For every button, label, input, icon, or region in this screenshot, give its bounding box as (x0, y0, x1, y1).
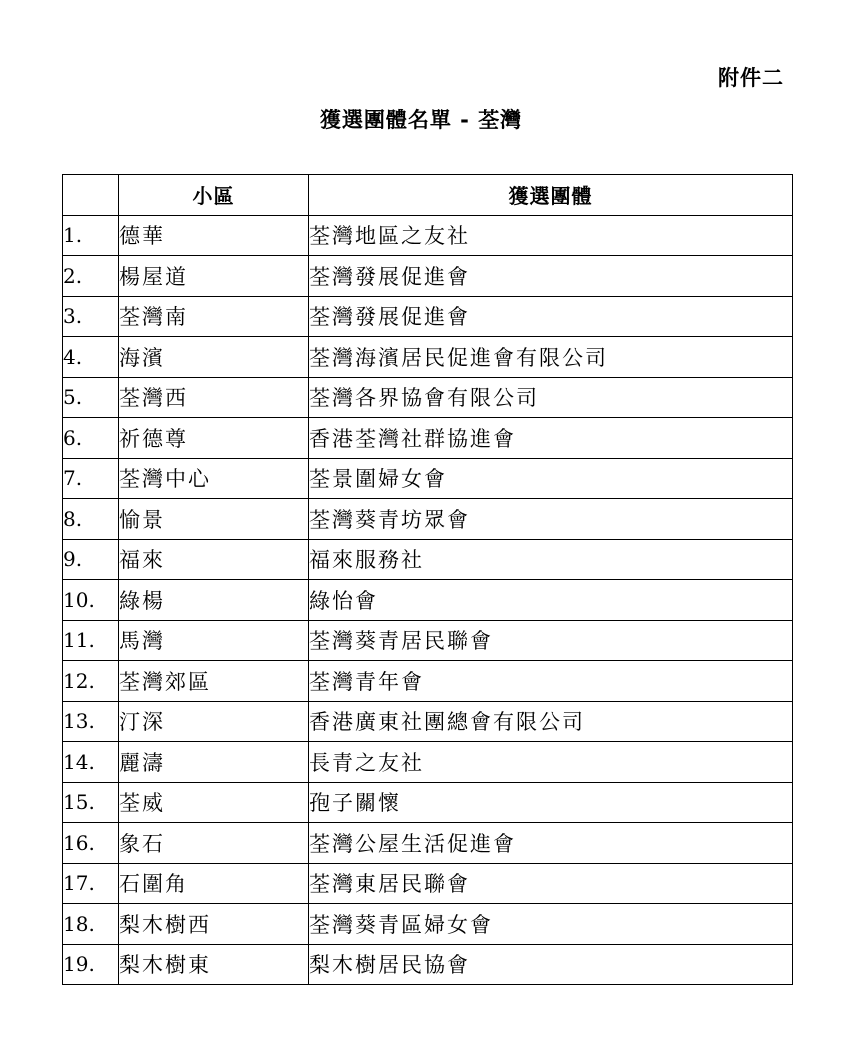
organization-cell: 荃灣青年會 (309, 661, 793, 702)
table-row (63, 215, 793, 256)
organization-cell: 荃灣地區之友社 (309, 215, 793, 256)
district-cell: 梨木樹西 (119, 904, 309, 945)
organization-cell: 荃灣葵青區婦女會 (309, 904, 793, 945)
page-title: 獲選團體名單 - 荃灣 (319, 108, 523, 132)
row-number: 5. (63, 377, 119, 418)
district-cell: 象石 (119, 823, 309, 864)
organization-cell: 荃灣葵青坊眾會 (309, 499, 793, 540)
table-row (63, 418, 793, 459)
district-cell: 荃灣郊區 (119, 661, 309, 702)
table-row (63, 701, 793, 742)
row-number: 9. (63, 539, 119, 580)
table-row (63, 580, 793, 621)
district-cell: 海濱 (119, 337, 309, 378)
row-number: 18. (63, 904, 119, 945)
row-number: 16. (63, 823, 119, 864)
district-cell: 愉景 (119, 499, 309, 540)
row-number: 8. (63, 499, 119, 540)
table-row (63, 620, 793, 661)
organization-cell: 孢子關懷 (309, 782, 793, 823)
table-row (63, 377, 793, 418)
row-number: 13. (63, 701, 119, 742)
row-number: 10. (63, 580, 119, 621)
organization-cell: 香港荃灣社群協進會 (309, 418, 793, 459)
table-row (63, 944, 793, 985)
district-cell: 荃灣南 (119, 296, 309, 337)
table-row (63, 296, 793, 337)
district-cell: 祈德尊 (119, 418, 309, 459)
district-cell: 梨木樹東 (119, 944, 309, 985)
district-cell: 荃灣西 (119, 377, 309, 418)
district-cell: 石圍角 (119, 863, 309, 904)
organization-cell: 荃灣東居民聯會 (309, 863, 793, 904)
table-row (63, 458, 793, 499)
table-row (63, 337, 793, 378)
row-number: 12. (63, 661, 119, 702)
header-district: 小區 (119, 175, 309, 216)
table-row (63, 782, 793, 823)
row-number: 19. (63, 944, 119, 985)
row-number: 14. (63, 742, 119, 783)
table-body (63, 215, 793, 985)
district-cell: 麗濤 (119, 742, 309, 783)
row-number: 3. (63, 296, 119, 337)
selected-organizations-table (62, 174, 793, 985)
organization-cell: 荃灣葵青居民聯會 (309, 620, 793, 661)
table-row (63, 904, 793, 945)
table-row (63, 863, 793, 904)
organization-cell: 荃灣公屋生活促進會 (309, 823, 793, 864)
organization-cell: 荃灣海濱居民促進會有限公司 (309, 337, 793, 378)
row-number: 6. (63, 418, 119, 459)
row-number: 15. (63, 782, 119, 823)
organization-cell: 荃灣各界協會有限公司 (309, 377, 793, 418)
row-number: 17. (63, 863, 119, 904)
row-number: 7. (63, 458, 119, 499)
table-row (63, 742, 793, 783)
row-number: 11. (63, 620, 119, 661)
row-number: 1. (63, 215, 119, 256)
organization-cell: 荃景圍婦女會 (309, 458, 793, 499)
organization-cell: 荃灣發展促進會 (309, 296, 793, 337)
header-number (63, 175, 119, 216)
table-row (63, 661, 793, 702)
organization-cell: 福來服務社 (309, 539, 793, 580)
district-cell: 荃威 (119, 782, 309, 823)
annex-label: 附件二 (718, 66, 784, 90)
district-cell: 汀深 (119, 701, 309, 742)
table-row (63, 539, 793, 580)
organization-cell: 香港廣東社團總會有限公司 (309, 701, 793, 742)
table-row (63, 499, 793, 540)
district-cell: 福來 (119, 539, 309, 580)
organization-cell: 綠怡會 (309, 580, 793, 621)
header-organization: 獲選團體 (309, 175, 793, 216)
district-cell: 荃灣中心 (119, 458, 309, 499)
district-cell: 德華 (119, 215, 309, 256)
row-number: 2. (63, 256, 119, 297)
district-cell: 楊屋道 (119, 256, 309, 297)
organization-cell: 長青之友社 (309, 742, 793, 783)
district-cell: 綠楊 (119, 580, 309, 621)
organization-cell: 荃灣發展促進會 (309, 256, 793, 297)
table-row (63, 256, 793, 297)
district-cell: 馬灣 (119, 620, 309, 661)
row-number: 4. (63, 337, 119, 378)
table-row (63, 823, 793, 864)
organization-cell: 梨木樹居民協會 (309, 944, 793, 985)
table-header-row (63, 175, 793, 216)
